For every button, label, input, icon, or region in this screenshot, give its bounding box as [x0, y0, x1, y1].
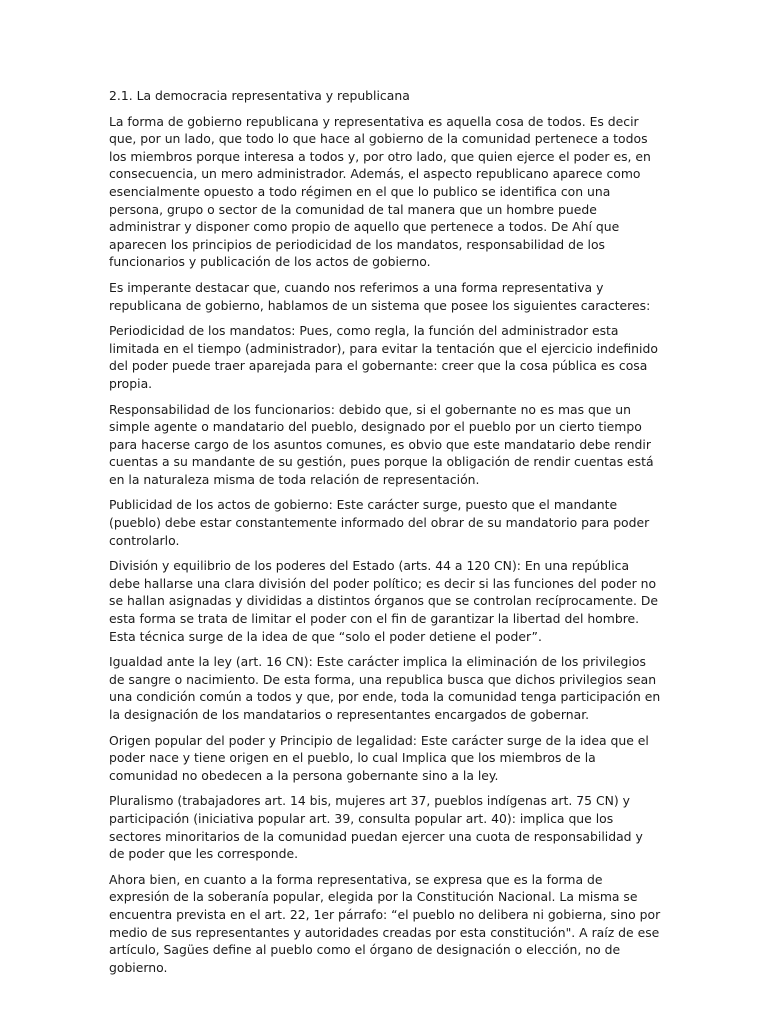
paragraph-forma-representativa: Ahora bien, en cuanto a la forma representativa, se expresa que es la forma de expresión de la soberanía popular, elegida por la Constitución Nacional. La misma se encuentra prevista en el art. 22, 1er párrafo: “el pueblo no delibera ni gobierna, sino por medio de sus representantes y autoridades creadas por esta constitución". A raíz de ese artículo, Sagües define al pueblo como el órgano de designación o elección, no de gobierno.: [109, 871, 661, 975]
paragraph-pluralismo: Pluralismo (trabajadores art. 14 bis, mujeres art 37, pueblos indígenas art. 75 CN) y participación (iniciativa popular art. 39, consulta popular art. 40): implica que los sectores minoritarios de la comunidad puedan ejercer una cuota de responsabilidad y de poder que les corresponde.: [109, 793, 643, 862]
section-heading: 2.1. La democracia representativa y republicana: [109, 88, 410, 103]
paragraph-division-poderes: División y equilibrio de los poderes del Estado (arts. 44 a 120 CN): En una república debe hallarse una clara división del poder político; es decir si las funciones del poder no se hallan asignadas y divididas a distintos órganos que se controlan recíprocamente. De esta forma se trata de limitar el poder con el fin de garantizar la libertad del hombre. Esta técnica surge de la idea de que “solo el poder detiene el poder”.: [109, 558, 658, 644]
document-page: [109, 87, 661, 984]
paragraph-responsabilidad: Responsabilidad de los funcionarios: debido que, si el gobernante no es mas que un simple agente o mandatario del pueblo, designado por el pueblo por un cierto tiempo para hacerse cargo de los asuntos comunes, es obvio que este mandatario debe rendir cuentas a su mandante de su gestión, pues porque la obligación de rendir cuentas está en la naturaleza misma de toda relación de representación.: [109, 401, 654, 487]
paragraph-periodicidad: Periodicidad de los mandatos: Pues, como regla, la función del administrador esta limitada en el tiempo (administrador), para evitar la tentación que el ejercicio indefinido del poder puede traer aparejada para el gobernante: creer que la cosa pública es cosa propia.: [109, 323, 658, 391]
paragraph-publicidad: Publicidad de los actos de gobierno: Este carácter surge, puesto que el mandante (pueblo) debe estar constantemente informado del obrar de su mandatorio para poder controlarlo.: [109, 497, 650, 548]
paragraph-characteristics: Es imperante destacar que, cuando nos referimos a una forma representativa y republicana de gobierno, hablamos de un sistema que posee los siguientes caracteres:: [109, 279, 651, 313]
paragraph-origen-popular: Origen popular del poder y Principio de legalidad: Este carácter surge de la idea que el poder nace y tiene origen en el pueblo, lo cual Implica que los miembros de la comunidad no obedecen a la persona gobernante sino a la ley.: [109, 732, 649, 783]
paragraph-intro: La forma de gobierno republicana y representativa es aquella cosa de todos. Es decir que, por un lado, que todo lo que hace al gobierno de la comunidad pertenece a todos los miembros porque interesa a todos y, por otro lado, que quien ejerce el poder es, en consecuencia, un mero administrador. Además, el aspecto republicano aparece como esencialmente opuesto a todo régimen en el que lo publico se identifica con una persona, grupo o sector de la comunidad de tal manera que un hombre puede administrar y disponer como propio de aquello que pertenece a todos. De Ahí que aparecen los principios de periodicidad de los mandatos, responsabilidad de los funcionarios y publicación de los actos de gobierno.: [109, 113, 651, 270]
paragraph-igualdad: Igualdad ante la ley (art. 16 CN): Este carácter implica la eliminación de los privilegios de sangre o nacimiento. De esta forma, una republica busca que dichos privilegios sean una condición común a todos y que, por ende, toda la comunidad tenga participación en la designación de los mandatarios o representantes encargados de gobernar.: [109, 654, 661, 722]
